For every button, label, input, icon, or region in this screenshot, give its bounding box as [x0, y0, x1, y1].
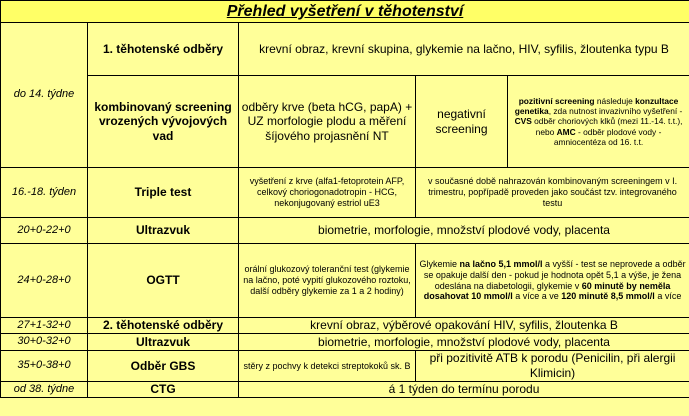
glycemia-text: a více: [654, 291, 682, 302]
cvs-label: CVS: [514, 116, 532, 127]
table-row: [1, 23, 689, 76]
week-cell: 24+0-28+0: [1, 244, 88, 318]
week-cell: 30+0-32+0: [1, 334, 88, 351]
glycemia-text: a více a ve: [512, 291, 562, 302]
exam-name: Ultrazvuk: [88, 334, 239, 351]
table-row: [1, 168, 689, 218]
exam-description: orální glukozový toleranční test (glykemie na lačno, poté vypití glukozového roztoku, další odběry glykemie za 1 a 2 hodiny): [239, 244, 416, 318]
fasting-glycemia-label: na lačno 5,1 mmol/l: [459, 258, 543, 269]
exam-note: při pozitivitě ATB k porodu (Penicilin, při alergii Klimicin): [416, 351, 689, 382]
exam-name: kombinovaný screening vrozených vývojových vad: [88, 76, 239, 168]
exam-name: 1. těhotenské odběry: [88, 23, 239, 76]
title-row: [1, 1, 689, 23]
table-title: Přehled vyšetření v těhotenství: [1, 1, 689, 23]
positive-screening-text: - odběr plodové vody - amniocentéza od 16. t.t.: [553, 126, 662, 147]
week-cell: 16.-18. týden: [1, 168, 88, 218]
positive-screening-label: pozitivní screening: [518, 95, 595, 106]
positive-screening-text: , zda nutnost invazivního vyšetření -: [548, 106, 683, 117]
exam-description: krevní obraz, výběrové opakování HIV, syfilis, žloutenka B: [239, 318, 689, 334]
table-row: [1, 218, 689, 244]
genetic-consultation-label: konzultace genetika: [514, 95, 679, 117]
exam-name: 2. těhotenské odběry: [88, 318, 239, 334]
week-cell: do 14. týdne: [1, 23, 88, 168]
positive-screening-text: následuje: [594, 95, 636, 106]
exam-description: biometrie, morfologie, množství plodové vody, placenta: [239, 334, 689, 351]
week-cell: od 38. týdne: [1, 382, 88, 398]
exam-description: odběry krve (beta hCG, papA) + UZ morfologie plodu a měření šíjového projasnění NT: [239, 76, 416, 168]
exam-name: Triple test: [88, 168, 239, 218]
table-row: [1, 318, 689, 334]
exam-description: vyšetření z krve (alfa1-fetoprotein AFP, celkový choriogonadotropin - HCG, nekonjugovaný estriol uE3: [239, 168, 416, 218]
exam-description: stěry z pochvy k detekci streptokoků sk. B: [239, 351, 416, 382]
week-cell: 20+0-22+0: [1, 218, 88, 244]
glycemia-60min-label: 60 minutě by neměla dosahovat 10 mmol/l: [423, 280, 671, 302]
glycemia-text: a vyšší - test se neprovede a odběr se opakuje další den - pokud je hodnota opět 5,1 a výše, je žena odeslána na diabetologii, glykemie v: [423, 258, 686, 291]
glycemia-note: [416, 244, 689, 318]
positive-screening-cell: [508, 76, 689, 168]
exam-description: krevní obraz, krevní skupina, glykemie na lačno, HIV, syfilis, žloutenka typu B: [239, 23, 689, 76]
week-cell: 27+1-32+0: [1, 318, 88, 334]
table-row: [1, 351, 689, 382]
table-row: [1, 334, 689, 351]
exam-description: biometrie, morfologie, množství plodové vody, placenta: [239, 218, 689, 244]
table-row: [1, 76, 689, 168]
amc-label: AMC: [556, 126, 576, 137]
exam-name: OGTT: [88, 244, 239, 318]
week-cell: 35+0-38+0: [1, 351, 88, 382]
table-row: [1, 244, 689, 318]
glycemia-120min-label: 120 minutě 8,5 mmol/l: [561, 291, 655, 302]
exam-name: CTG: [88, 382, 239, 398]
table-row: [1, 382, 689, 398]
exam-note: v současné době nahrazován kombinovaným screeningem v I. trimestru, popřípadě proveden jako součást tzv. integrovaného testu: [416, 168, 689, 218]
positive-screening-text: odběr choriových klků (mezi 11.-14. t.t.), nebo: [531, 116, 683, 137]
glycemia-text: Glykemie: [419, 258, 460, 269]
exam-description: á 1 týden do termínu porodu: [239, 382, 689, 398]
negative-screening-cell: negativní screening: [416, 76, 508, 168]
exam-name: Ultrazvuk: [88, 218, 239, 244]
exam-name: Odběr GBS: [88, 351, 239, 382]
